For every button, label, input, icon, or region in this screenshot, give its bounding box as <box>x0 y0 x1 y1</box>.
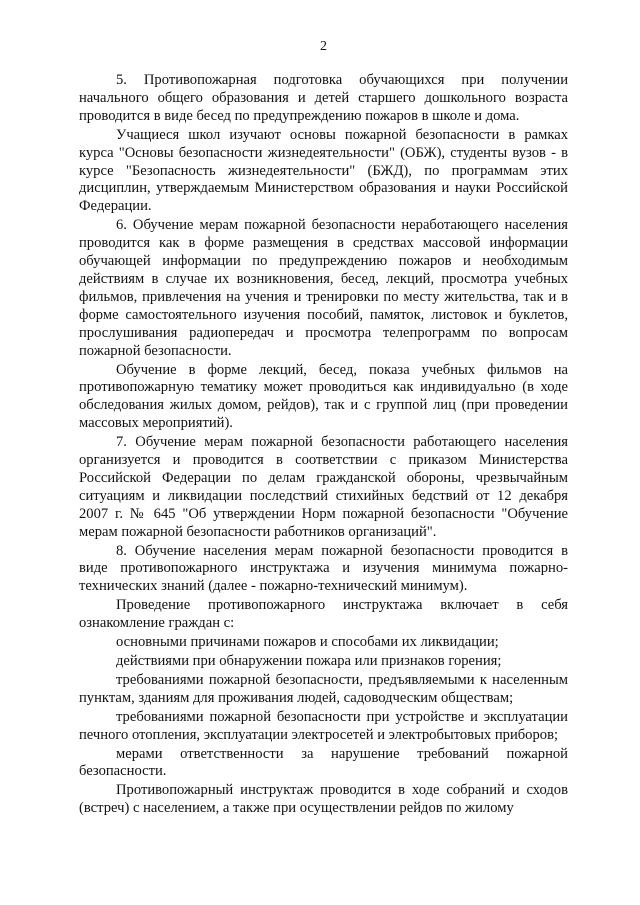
page-number: 2 <box>320 39 327 54</box>
list-item-fire-detection: действиями при обнаружении пожара или признаков горения; <box>116 653 502 669</box>
paragraph-item-5: 5. Противопожарная подготовка обучающихся при получении начального общего образования и детей старшего дошкольного возраста проводится в виде бесед по предупреждению пожаров в школе и дома. <box>79 72 568 124</box>
paragraph-item-8: 8. Обучение населения мерам пожарной безопасности проводится в виде противопожарного инструктажа и изучения минимума пожарно-технических знаний (далее - пожарно-технический минимум). <box>79 542 568 595</box>
list-item-fire-causes: основными причинами пожаров и способами их ликвидации; <box>116 634 499 651</box>
paragraph-briefing-includes: Проведение противопожарного инструктажа включает в себя ознакомление граждан с: <box>79 597 568 632</box>
list-item-responsibility: мерами ответственности за нарушение требований пожарной безопасности. <box>79 745 568 780</box>
paragraph-lecture-training: Обучение в форме лекций, бесед, показа учебных фильмов на противопожарную тематику может проводиться как индивидуально (в ходе обследования жилых домом, рейдов), так и с группой лиц (при проведении массовых мероприятий). <box>79 361 568 432</box>
list-item-settlement-requirements: требованиями пожарной безопасности, предъявляемыми к населенным пунктам, зданиям для проживания людей, садоводческим обществам; <box>79 671 568 706</box>
paragraph-briefing-conducted: Противопожарный инструктаж проводится в ходе собраний и сходов (встреч) с населением, а также при осуществлении рейдов по жилому <box>79 782 568 817</box>
paragraph-item-6: 6. Обучение мерам пожарной безопасности неработающего населения проводится как в форме размещения в средствах массовой информации обучающей информации по предупреждению пожаров и необходимым действиям в случае их возникновения, бесед, лекций, просмотра учебных фильмов, привлечения на учения и тренировки по месту жительства, так и в форме самостоятельного изучения пособий, памяток, листовок и буклетов, прослушивания радиопередач и просмотра телепрограмм по вопросам пожарной безопасности. <box>79 217 568 359</box>
paragraph-school-courses: Учащиеся школ изучают основы пожарной безопасности в рамках курса "Основы безопасности жизнедеятельности" (ОБЖ), студенты вузов - в курсе "Безопасность жизнедеятельности" (БЖД), по программам этих дисциплин, утверждаемым Министерством образования и науки Российской Федерации. <box>79 126 568 215</box>
list-item-heating-requirements: требованиями пожарной безопасности при устройстве и эксплуатации печного отопления, эксплуатации электросетей и электробытовых приборов; <box>79 708 568 743</box>
paragraph-item-7: 7. Обучение мерам пожарной безопасности работающего населения организуется и проводится в соответствии с приказом Министерства Российской Федерации по делам гражданской обороны, чрезвычайным ситуациям и ликвидации последствий стихийных бедствий от 12 декабря 2007 г. № 645 "Об утверждении Норм пожарной безопасности "Обучение мерам пожарной безопасности работников организаций". <box>79 434 568 540</box>
